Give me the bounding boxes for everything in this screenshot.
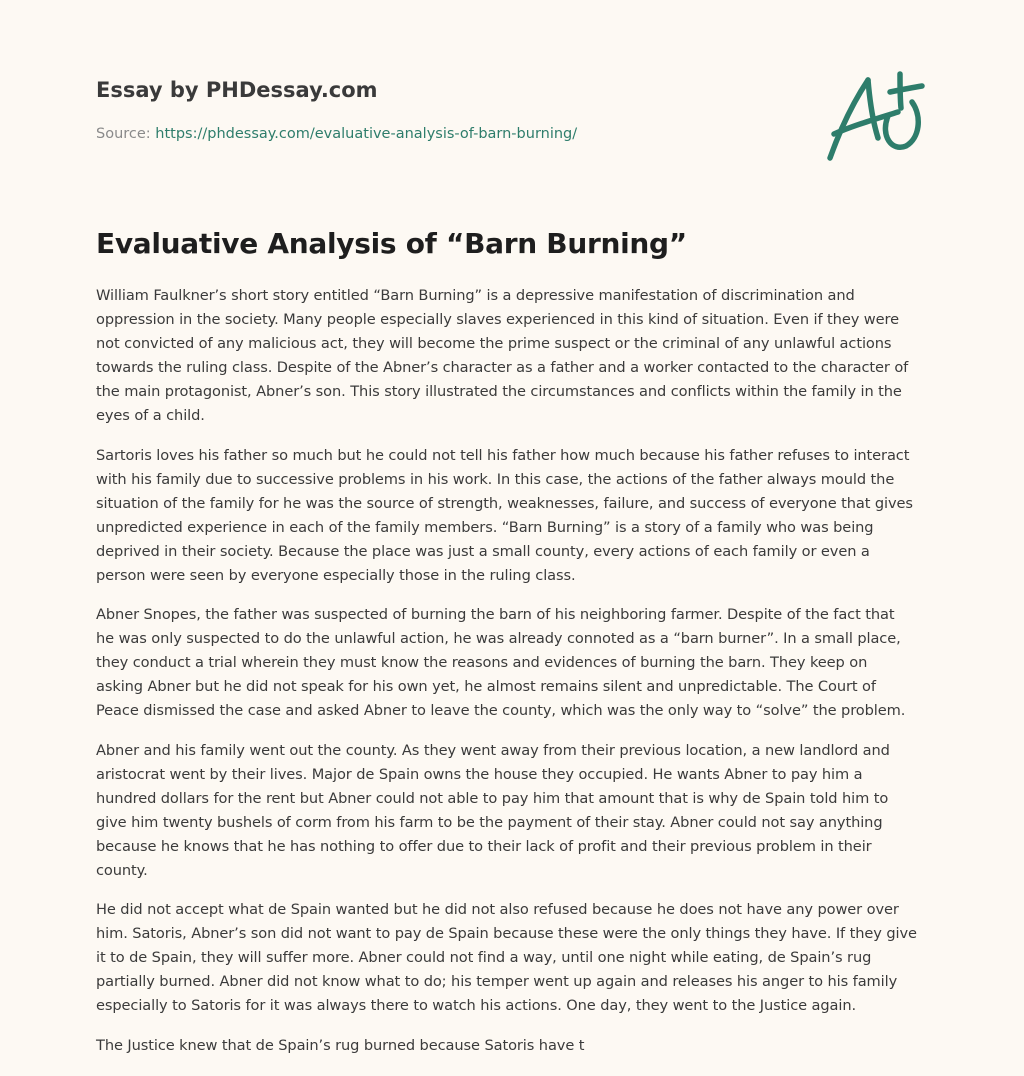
paragraph-line: he was only suspected to do the unlawful action, he was already connoted as a “barn burner”. In a small place, [96, 630, 901, 647]
source-line [96, 124, 736, 144]
paragraph-line: unpredicted experience in each of the family members. “Barn Burning” is a story of a family who was being [96, 518, 874, 536]
paragraph-line: oppression in the society. Many people especially slaves experienced in this kind of situation. Even if they were [96, 311, 899, 328]
paragraph-line: situation of the family for he was the source of strength, weaknesses, failure, and success of everyone that gives [96, 494, 913, 512]
source-label: Source: [96, 126, 151, 142]
paragraph [96, 1034, 928, 1058]
paragraph-line: Abner and his family went out the county. As they went away from their previous location, a new landlord and [96, 741, 890, 759]
paragraph [96, 284, 928, 428]
paragraph-line: give him twenty bushels of corm from his farm to be the payment of their stay. Abner could not say anything [96, 813, 883, 831]
paragraph-line: aristocrat went by their lives. Major de Spain owns the house they occupied. He wants Abner to pay him a [96, 765, 863, 783]
paragraph [96, 898, 928, 1018]
paragraph-line: county. [96, 861, 148, 879]
paragraph-line: towards the ruling class. Despite of the Abner’s character as a father and a worker contacted to the character of [96, 359, 909, 376]
page-header [96, 76, 736, 144]
paragraph [96, 739, 928, 883]
paragraph-line: The Justice knew that de Spain’s rug burned because Satoris have t [96, 1036, 585, 1054]
document-title: Evaluative Analysis of “Barn Burning” [96, 227, 687, 260]
paragraph-line: him. Satoris, Abner’s son did not want to pay de Spain because these were the only things they have. If they give [96, 925, 917, 942]
paragraph-line: partially burned. Abner did not know what to do; his temper went up again and releases his anger to his family [96, 973, 898, 990]
source-link[interactable]: https://phdessay.com/evaluative-analysis-of-barn-burning/ [155, 126, 578, 142]
paragraph-line: He did not accept what de Spain wanted but he did not also refused because he does not have any power over [96, 901, 899, 918]
paragraph-line: deprived in their society. Because the place was just a small county, every actions of each family or even a [96, 542, 870, 560]
paragraph-line: William Faulkner’s short story entitled “Barn Burning” is a depressive manifestation of discrimination and [96, 287, 855, 304]
paragraph-line: because he knows that he has nothing to offer due to their lack of profit and their previous problem in their [96, 837, 872, 855]
paragraph-line: Peace dismissed the case and asked Abner to leave the county, which was the only way to “solve” the problem. [96, 702, 906, 719]
paragraph [96, 444, 928, 588]
paragraph-line: hundred dollars for the rent but Abner could not able to pay him that amount that is why de Spain told him to [96, 789, 889, 807]
paragraph-line: especially to Satoris for it was always there to watch his actions. One day, they went to the Justice again. [96, 997, 857, 1014]
paragraph-line: person were seen by everyone especially those in the ruling class. [96, 566, 576, 584]
a-plus-logo-icon [818, 64, 928, 164]
paragraph-line: it to de Spain, they will suffer more. Abner could not find a way, until one night while eating, de Spain’s rug [96, 949, 872, 966]
paragraph-line: they conduct a trial wherein they must know the reasons and evidences of burning the barn. They keep on [96, 654, 868, 671]
paragraph-line: Abner Snopes, the father was suspected of burning the barn of his neighboring farmer. Despite of the fact that [96, 606, 895, 623]
paragraph-line: Sartoris loves his father so much but he could not tell his father how much because his father refuses to interact [96, 446, 910, 464]
paragraph-line: eyes of a child. [96, 407, 205, 424]
site-title: Essay by PHDessay.com [96, 78, 378, 102]
paragraph-line: the main protagonist, Abner’s son. This story illustrated the circumstances and conflicts within the family in the [96, 383, 902, 400]
paragraph-line: with his family due to successive problems in his work. In this case, the actions of the father always mould the [96, 470, 895, 488]
paragraph-line: asking Abner but he did not speak for his own yet, he almost remains silent and unpredictable. The Court of [96, 678, 876, 695]
document-body [96, 284, 928, 1073]
paragraph [96, 603, 928, 723]
paragraph-line: not convicted of any malicious act, they will become the prime suspect or the criminal of any unlawful actions [96, 335, 892, 352]
